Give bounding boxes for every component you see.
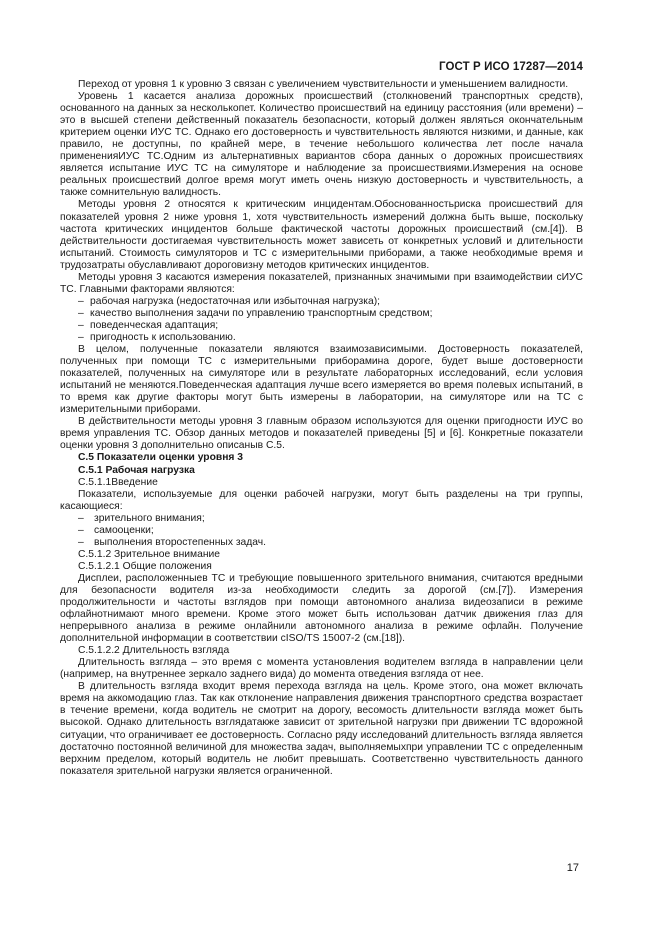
list-item: – зрительного внимания; — [78, 512, 205, 524]
paragraph: В длительность взгляда входит время перехода взгляда на цель. Кроме этого, она может включать время на аккомодацию глаз. Так как отклонение направления движения транспортного средства возрастает в течение времени, когда водитель не смотрит на дорогу, весомость длительности взгляда может быть высокой. Однако длительность взглядатакже зависит от зрительной нагрузки при движении ТС вдорожной ситуации, что ограничивает ее достоверность. Согласно ряду исследований длительность взгляда является достаточно постоянной величиной для множества задач, выполняемыхпри управлении ТС с определенным верхним пределом, который водитель не любит превышать. Соответственно чувствительность данного показателя зрительной нагрузки является ограниченной. — [60, 681, 583, 777]
list-item: – пригодность к использованию. — [78, 331, 236, 343]
document-header: ГОСТ Р ИСО 17287—2014 — [438, 61, 583, 73]
paragraph: Дисплеи, расположенныев ТС и требующие повышенного зрительного внимания, считаются вредными для безопасности водителя из-за необходимости следить за дорогой (см.[7]). Измерения продолжительности и частоты взглядов при помощи автономного анализа видеозаписи в режиме офлайнотнимают много времени. Кроме этого может быть использован датчик движения глаз для непрерывного анализа в режиме онлайнили автономного анализа в режиме офлайн. Получение дополнительной информации в соответствии сISO/TS 15007-2 (см.[18]). — [60, 572, 583, 645]
paragraph: В целом, полученные показатели являются взаимозависимыми. Достоверность показателей, полученных при помощи ТС с измерительными приборамина дороге, будет выше достоверности показателей, полученных на симуляторе или в результате лабораторных исследований, если условия испытаний не меняются.Поведенческая адаптация лучше всего измеряется во время полевых испытаний, в то время как другие факторы могут быть измерены в лаборатории, на симуляторе или на ТС с измерительными приборами. — [60, 344, 583, 416]
list-item-text: пригодность к использованию. — [90, 331, 236, 343]
list-item: – самооценки; — [78, 524, 154, 536]
section-heading: С.5.1 Рабочая нагрузка — [78, 464, 195, 476]
list-item-text: поведенческая адаптация; — [90, 319, 219, 331]
list-item: – выполнения второстепенных задач. — [78, 536, 267, 548]
list-item-text: самооценки; — [94, 524, 154, 536]
paragraph: Уровень 1 касается анализа дорожных происшествий (столкновений транспортных средств), основанного на данных за несколькопет. Количество происшествий на единицу расстояния (или времени) – это в высшей степени действенный показатель безопасности, который должен являться окончательным критерием оценки ИУС ТС. Однако его достоверность и чувствительность являются низкими, и данные, как правило, не доступны, по крайней мере, в течение небольшого количества лет после начала примененияИУС ТС.Одним из альтернативных вариантов сбора данных о дорожных происшествиях является испытание ИУС ТС на симуляторе и наблюдение за происшествиями.Измерения на основе реальных происшествий долгое время могут иметь очень низкую достоверность и чувствительность, а также сомнительную валидность. — [60, 91, 583, 199]
paragraph: Методы уровня 3 касаются измерения показателей, признанных значимыми при взаимодействии сИУС ТС. Главными факторами являются: — [60, 271, 583, 295]
subsection-heading: С.5.1.1Введение — [78, 476, 158, 488]
page-number: 17 — [566, 862, 579, 874]
paragraph: Показатели, используемые для оценки рабочей нагрузки, могут быть разделены на три группы, касающиеся: — [60, 488, 583, 512]
section-heading: С.5 Показатели оценки уровня 3 — [78, 452, 244, 464]
subsection-heading: С.5.1.2.2 Длительность взгляда — [78, 645, 230, 657]
paragraph: Длительность взгляда – это время с момента установления водителем взгляда в направлении цели (например, на внутреннее зеркало заднего вида) до момента отведения взгляда от нее. — [60, 657, 583, 681]
list-item-text: качество выполнения задачи по управлению транспортным средством; — [90, 307, 433, 319]
list-item: – поведенческая адаптация; — [78, 319, 219, 331]
list-item-text: зрительного внимания; — [94, 512, 205, 524]
page-body — [60, 79, 583, 778]
subsection-heading: С.5.1.2.1 Общие положения — [78, 560, 212, 572]
paragraph: В действительности методы уровня 3 главным образом используются для оценки пригодности ИУС во время управления ТС. Обзор данных методов и показателей приведены [5] и [6]. Конкретные показатели оценки уровня 3 дополнительно описаныв С.5. — [60, 416, 583, 452]
list-item-text: выполнения второстепенных задач. — [94, 536, 267, 548]
paragraph: Методы уровня 2 относятся к критическим инцидентам.Обоснованностьриска происшествий для показателей уровня 2 ниже уровня 1, хотя чувствительность измерений должна быть выше, поскольку частота критических инцидентов больше фактической частоты дорожных происшествий (см.[4]). В действительности достигаемая чувствительность может зависеть от конкретных условий и длительности испытаний. Стоимость симуляторов и ТС с измерительными приборами, а также необходимые время и трудозатраты обуславливают дороговизну методов критических инцидентов. — [60, 199, 583, 271]
list-item: – качество выполнения задачи по управлению транспортным средством; — [78, 307, 433, 319]
subsection-heading: С.5.1.2 Зрительное внимание — [78, 548, 220, 560]
list-item: – рабочая нагрузка (недостаточная или избыточная нагрузка); — [78, 295, 381, 307]
paragraph: Переход от уровня 1 к уровню 3 связан с увеличением чувствительности и уменьшением валидности. — [78, 79, 569, 90]
list-item-text: рабочая нагрузка (недостаточная или избыточная нагрузка); — [90, 295, 381, 307]
